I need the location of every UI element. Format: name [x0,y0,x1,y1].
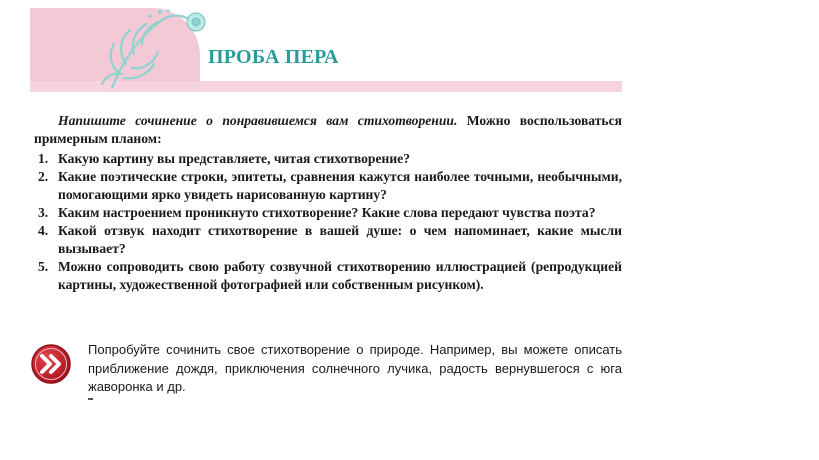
list-item [34,150,622,168]
task-body [34,112,622,294]
feather-ornament-icon [92,8,212,92]
list-item-text: Какие поэтические строки, эпитеты, сравнения кажутся наиболее точными, необычными, помогающими ярко увидеть нарисованную картину? [58,169,622,202]
list-item-number: 3. [38,205,49,220]
list-item [34,204,622,222]
tip-box [30,341,622,401]
list-item-number: 1. [38,151,49,166]
section-title: ПРОБА ПЕРА [208,46,339,68]
list-item [34,168,622,204]
list-item [34,222,622,258]
list-item-number: 5. [38,259,49,274]
list-item-number: 4. [38,223,49,238]
double-chevron-right-icon [30,343,72,385]
list-item-text: Какую картину вы представляете, читая стихотворение? [58,151,411,166]
list-item-text: Какой отзвук находит стихотворение в вашей душе: о чем напоминает, какие мысли вызывает? [58,223,622,256]
list-item [34,258,622,294]
list-item-number: 2. [38,169,49,184]
section-header [30,8,622,92]
list-item-text: Каким настроением проникнуто стихотворение? Какие слова передают чувства поэта? [58,205,596,220]
task-intro-italic: Напишите сочинение о понравившемся вам стихотворении. [58,113,458,128]
task-intro [34,112,622,148]
tip-text: Попробуйте сочинить свое стихотворение о природе. Например, вы можете описать приближение дождя, приключения солнечного лучика, радость вернувшегося с юга жаворонка и др. [88,342,622,394]
task-intro-rest: Можно воспользоваться примерным планом: [34,113,622,146]
text-fragment [88,398,93,400]
plan-list [34,150,622,294]
list-item-text: Можно сопроводить свою работу созвучной стихотворению иллюстрацией (репродукцией картины, художественной фотографией или собственным рисунком). [58,259,622,292]
